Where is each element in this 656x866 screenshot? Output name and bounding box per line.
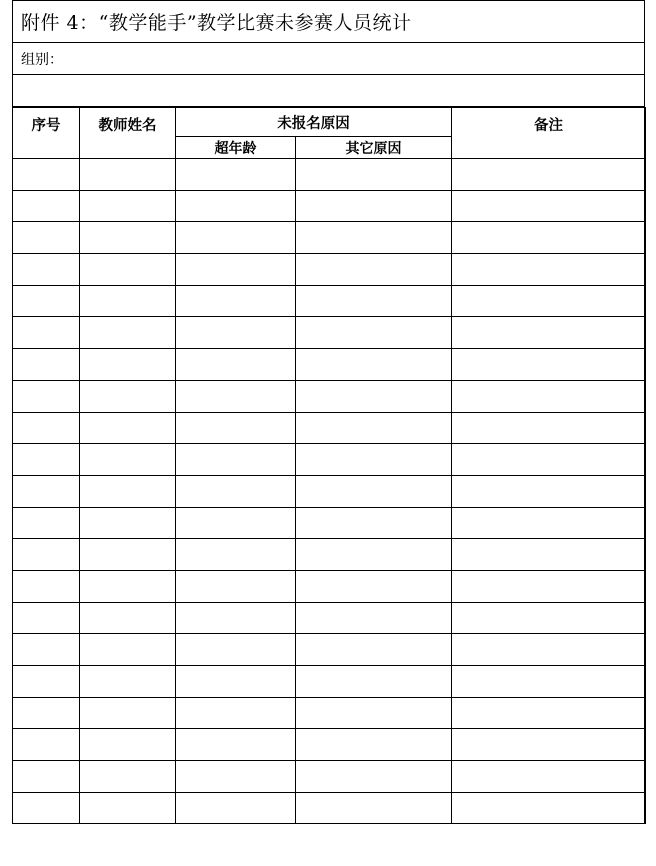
over-age-cell[interactable] <box>176 285 296 317</box>
other-reason-cell[interactable] <box>296 254 452 286</box>
teacher-name-cell[interactable] <box>80 539 176 571</box>
table-row <box>13 380 646 412</box>
over-age-cell[interactable] <box>176 475 296 507</box>
header-over-age: 超年龄 <box>176 137 296 159</box>
seq-cell[interactable] <box>13 412 80 444</box>
seq-cell[interactable] <box>13 697 80 729</box>
over-age-cell[interactable] <box>176 254 296 286</box>
remarks-cell[interactable] <box>452 761 646 793</box>
table-row <box>13 729 646 761</box>
other-reason-cell[interactable] <box>296 190 452 222</box>
teacher-name-cell[interactable] <box>80 254 176 286</box>
table-body <box>13 159 646 824</box>
remarks-cell[interactable] <box>452 254 646 286</box>
table-row <box>13 539 646 571</box>
teacher-name-cell[interactable] <box>80 761 176 793</box>
over-age-cell[interactable] <box>176 380 296 412</box>
other-reason-cell[interactable] <box>296 602 452 634</box>
remarks-cell[interactable] <box>452 412 646 444</box>
seq-cell[interactable] <box>13 634 80 666</box>
table-row <box>13 507 646 539</box>
teacher-name-cell[interactable] <box>80 190 176 222</box>
table-row <box>13 159 646 191</box>
table-row <box>13 444 646 476</box>
remarks-cell[interactable] <box>452 475 646 507</box>
remarks-cell[interactable] <box>452 539 646 571</box>
seq-cell[interactable] <box>13 317 80 349</box>
table-row <box>13 475 646 507</box>
remarks-cell[interactable] <box>452 507 646 539</box>
group-field-label: 组别： <box>13 43 644 75</box>
seq-cell[interactable] <box>13 602 80 634</box>
teacher-name-cell[interactable] <box>80 792 176 824</box>
table-row <box>13 254 646 286</box>
seq-cell[interactable] <box>13 444 80 476</box>
table-row <box>13 761 646 793</box>
other-reason-cell[interactable] <box>296 507 452 539</box>
seq-cell[interactable] <box>13 761 80 793</box>
remarks-cell[interactable] <box>452 570 646 602</box>
remarks-cell[interactable] <box>452 380 646 412</box>
over-age-cell[interactable] <box>176 159 296 191</box>
table-row <box>13 570 646 602</box>
over-age-cell[interactable] <box>176 190 296 222</box>
teacher-name-cell[interactable] <box>80 349 176 381</box>
header-teacher-name: 教师姓名 <box>80 108 176 159</box>
blank-row <box>13 75 644 107</box>
teacher-name-cell[interactable] <box>80 475 176 507</box>
other-reason-cell[interactable] <box>296 570 452 602</box>
other-reason-cell[interactable] <box>296 666 452 698</box>
over-age-cell[interactable] <box>176 666 296 698</box>
other-reason-cell[interactable] <box>296 349 452 381</box>
seq-cell[interactable] <box>13 254 80 286</box>
over-age-cell[interactable] <box>176 697 296 729</box>
other-reason-cell[interactable] <box>296 634 452 666</box>
table-row <box>13 792 646 824</box>
remarks-cell[interactable] <box>452 697 646 729</box>
other-reason-cell[interactable] <box>296 729 452 761</box>
over-age-cell[interactable] <box>176 761 296 793</box>
over-age-cell[interactable] <box>176 412 296 444</box>
table-row <box>13 349 646 381</box>
seq-cell[interactable] <box>13 222 80 254</box>
other-reason-cell[interactable] <box>296 317 452 349</box>
remarks-cell[interactable] <box>452 190 646 222</box>
teacher-name-cell[interactable] <box>80 697 176 729</box>
over-age-cell[interactable] <box>176 507 296 539</box>
other-reason-cell[interactable] <box>296 222 452 254</box>
seq-cell[interactable] <box>13 159 80 191</box>
table-row <box>13 222 646 254</box>
teacher-name-cell[interactable] <box>80 570 176 602</box>
seq-cell[interactable] <box>13 570 80 602</box>
statistics-form <box>12 0 645 824</box>
teacher-name-cell[interactable] <box>80 507 176 539</box>
remarks-cell[interactable] <box>452 602 646 634</box>
header-reason-group: 未报名原因 <box>176 108 452 137</box>
header-other-reason: 其它原因 <box>296 137 452 159</box>
table-row <box>13 317 646 349</box>
seq-cell[interactable] <box>13 539 80 571</box>
teacher-name-cell[interactable] <box>80 634 176 666</box>
other-reason-cell[interactable] <box>296 475 452 507</box>
seq-cell[interactable] <box>13 729 80 761</box>
teacher-name-cell[interactable] <box>80 285 176 317</box>
seq-cell[interactable] <box>13 380 80 412</box>
over-age-cell[interactable] <box>176 792 296 824</box>
statistics-table <box>12 107 646 824</box>
over-age-cell[interactable] <box>176 539 296 571</box>
seq-cell[interactable] <box>13 507 80 539</box>
other-reason-cell[interactable] <box>296 792 452 824</box>
teacher-name-cell[interactable] <box>80 222 176 254</box>
teacher-name-cell[interactable] <box>80 444 176 476</box>
other-reason-cell[interactable] <box>296 412 452 444</box>
table-row <box>13 666 646 698</box>
other-reason-cell[interactable] <box>296 444 452 476</box>
teacher-name-cell[interactable] <box>80 729 176 761</box>
remarks-cell[interactable] <box>452 444 646 476</box>
teacher-name-cell[interactable] <box>80 602 176 634</box>
other-reason-cell[interactable] <box>296 539 452 571</box>
other-reason-cell[interactable] <box>296 380 452 412</box>
over-age-cell[interactable] <box>176 570 296 602</box>
remarks-cell[interactable] <box>452 792 646 824</box>
header-remarks: 备注 <box>452 108 646 159</box>
other-reason-cell[interactable] <box>296 761 452 793</box>
over-age-cell[interactable] <box>176 444 296 476</box>
table-row <box>13 190 646 222</box>
teacher-name-cell[interactable] <box>80 412 176 444</box>
over-age-cell[interactable] <box>176 602 296 634</box>
over-age-cell[interactable] <box>176 634 296 666</box>
over-age-cell[interactable] <box>176 222 296 254</box>
remarks-cell[interactable] <box>452 222 646 254</box>
remarks-cell[interactable] <box>452 317 646 349</box>
teacher-name-cell[interactable] <box>80 159 176 191</box>
other-reason-cell[interactable] <box>296 285 452 317</box>
remarks-cell[interactable] <box>452 285 646 317</box>
remarks-cell[interactable] <box>452 634 646 666</box>
table-row <box>13 697 646 729</box>
header-seq: 序号 <box>13 108 80 159</box>
table-row <box>13 285 646 317</box>
teacher-name-cell[interactable] <box>80 380 176 412</box>
over-age-cell[interactable] <box>176 729 296 761</box>
teacher-name-cell[interactable] <box>80 317 176 349</box>
other-reason-cell[interactable] <box>296 697 452 729</box>
other-reason-cell[interactable] <box>296 159 452 191</box>
table-row <box>13 602 646 634</box>
form-title: 附件 4：“教学能手”教学比赛未参赛人员统计 <box>13 0 644 43</box>
table-row <box>13 412 646 444</box>
table-row <box>13 634 646 666</box>
remarks-cell[interactable] <box>452 159 646 191</box>
seq-cell[interactable] <box>13 190 80 222</box>
remarks-cell[interactable] <box>452 349 646 381</box>
seq-cell[interactable] <box>13 666 80 698</box>
over-age-cell[interactable] <box>176 317 296 349</box>
seq-cell[interactable] <box>13 475 80 507</box>
over-age-cell[interactable] <box>176 349 296 381</box>
seq-cell[interactable] <box>13 349 80 381</box>
remarks-cell[interactable] <box>452 666 646 698</box>
remarks-cell[interactable] <box>452 729 646 761</box>
teacher-name-cell[interactable] <box>80 666 176 698</box>
seq-cell[interactable] <box>13 792 80 824</box>
seq-cell[interactable] <box>13 285 80 317</box>
